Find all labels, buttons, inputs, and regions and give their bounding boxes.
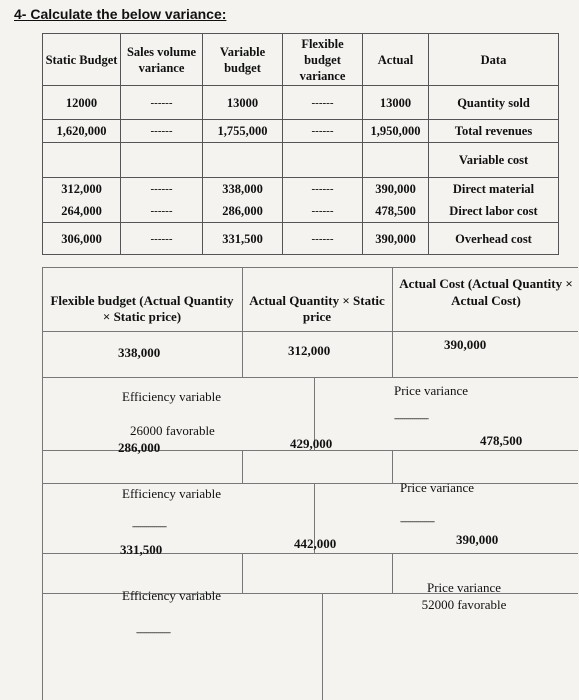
- cell: [363, 143, 429, 178]
- grid-divider: [322, 593, 323, 700]
- grid-divider: [392, 553, 393, 593]
- labor-actual-cost-value: 478,500: [480, 433, 523, 448]
- cell-stack: [363, 178, 429, 223]
- header-data: Data: [429, 34, 559, 86]
- grid-divider: [242, 450, 243, 483]
- material-price-value: -----------------: [394, 413, 428, 423]
- cell: 331,500: [203, 223, 283, 255]
- header-sales-volume-variance: Sales volume variance: [121, 34, 203, 86]
- cell: 338,000: [222, 182, 263, 196]
- overhead-price-label: Price variance: [427, 580, 501, 595]
- table-header-row: [43, 34, 559, 86]
- grid-divider: [392, 450, 393, 483]
- cell: [283, 143, 363, 178]
- material-flexible-value: 338,000: [118, 345, 161, 360]
- cell-stack: [43, 178, 121, 223]
- cell: Overhead cost: [429, 223, 559, 255]
- cell: 390,000: [363, 223, 429, 255]
- cell: Variable cost: [429, 143, 559, 178]
- header-flexible-budget-variance: Flexible budget variance: [283, 34, 363, 86]
- variance-analysis-grid: [42, 267, 578, 700]
- grid-divider: [42, 331, 578, 332]
- variance-table: [42, 33, 559, 255]
- material-efficiency-label: Efficiency variable: [122, 389, 222, 404]
- cell: 12000: [43, 86, 121, 120]
- cell: Quantity sold: [429, 86, 559, 120]
- grid-divider: [42, 377, 578, 378]
- cell: 390,000: [375, 182, 416, 196]
- table-row: [43, 120, 559, 143]
- cell: [43, 143, 121, 178]
- cell: ------: [150, 183, 173, 195]
- cell: Total revenues: [429, 120, 559, 143]
- cell: 1,755,000: [203, 120, 283, 143]
- labor-flexible-value: 286,000: [118, 440, 161, 455]
- cell: [203, 143, 283, 178]
- labor-actual-qty-value: 429,000: [290, 436, 333, 451]
- cell: 264,000: [61, 204, 102, 218]
- labor-efficiency-label: Efficiency variable: [122, 486, 222, 501]
- grid-border-top: [42, 267, 578, 268]
- grid-divider: [242, 553, 243, 593]
- material-efficiency-value: 26000 favorable: [130, 423, 215, 438]
- material-actual-qty-value: 312,000: [288, 343, 331, 358]
- cell: ------: [150, 205, 173, 217]
- cell: Direct labor cost: [449, 204, 538, 218]
- cell-stack: [121, 178, 203, 223]
- labor-price-label: Price variance: [400, 480, 474, 495]
- header-flexible-budget: Flexible budget (Actual Quantity × Static price): [50, 293, 234, 324]
- cell: ------: [121, 223, 203, 255]
- cell: 13000: [363, 86, 429, 120]
- cell: 306,000: [43, 223, 121, 255]
- overhead-efficiency-label: Efficiency variable: [122, 588, 222, 603]
- overhead-flexible-value: 331,500: [120, 542, 163, 557]
- labor-efficiency-value: -----------------: [132, 521, 166, 531]
- material-actual-cost-value: 390,000: [444, 337, 487, 352]
- cell: 478,500: [375, 204, 416, 218]
- grid-divider: [242, 267, 243, 377]
- cell: ------: [311, 205, 334, 217]
- header-actual: Actual: [363, 34, 429, 86]
- page-title: 4- Calculate the below variance:: [14, 6, 227, 22]
- overhead-efficiency-value: -----------------: [136, 627, 170, 637]
- cell: 312,000: [61, 182, 102, 196]
- cell: ------: [283, 120, 363, 143]
- labor-price-value: -----------------: [400, 516, 434, 526]
- cell: Direct material: [452, 182, 535, 196]
- grid-divider: [392, 267, 393, 377]
- overhead-actual-qty-value: 442,000: [294, 536, 337, 551]
- table-row: [43, 178, 559, 223]
- cell: 1,950,000: [363, 120, 429, 143]
- cell-stack: [283, 178, 363, 223]
- overhead-actual-cost-value: 390,000: [456, 532, 499, 547]
- cell: 1,620,000: [43, 120, 121, 143]
- table-row: [43, 223, 559, 255]
- header-actual-cost: Actual Cost (Actual Quantity × Actual Cost): [399, 276, 573, 308]
- header-static-budget: Static Budget: [43, 34, 121, 86]
- cell: 286,000: [222, 204, 263, 218]
- grid-divider: [42, 483, 578, 484]
- cell: 13000: [203, 86, 283, 120]
- cell: ------: [121, 120, 203, 143]
- header-variable-budget: Variable budget: [203, 34, 283, 86]
- cell: ------: [283, 223, 363, 255]
- cell: [121, 143, 203, 178]
- cell: ------: [311, 183, 334, 195]
- header-actual-qty-static-price: Actual Quantity × Static price: [249, 293, 385, 324]
- cell: ------: [121, 86, 203, 120]
- cell-stack: [429, 178, 559, 223]
- cell-stack: [203, 178, 283, 223]
- cell: ------: [283, 86, 363, 120]
- overhead-price-value: 52000 favorable: [421, 597, 507, 612]
- material-price-label: Price variance: [394, 383, 468, 398]
- table-row: [43, 86, 559, 120]
- table-row: [43, 143, 559, 178]
